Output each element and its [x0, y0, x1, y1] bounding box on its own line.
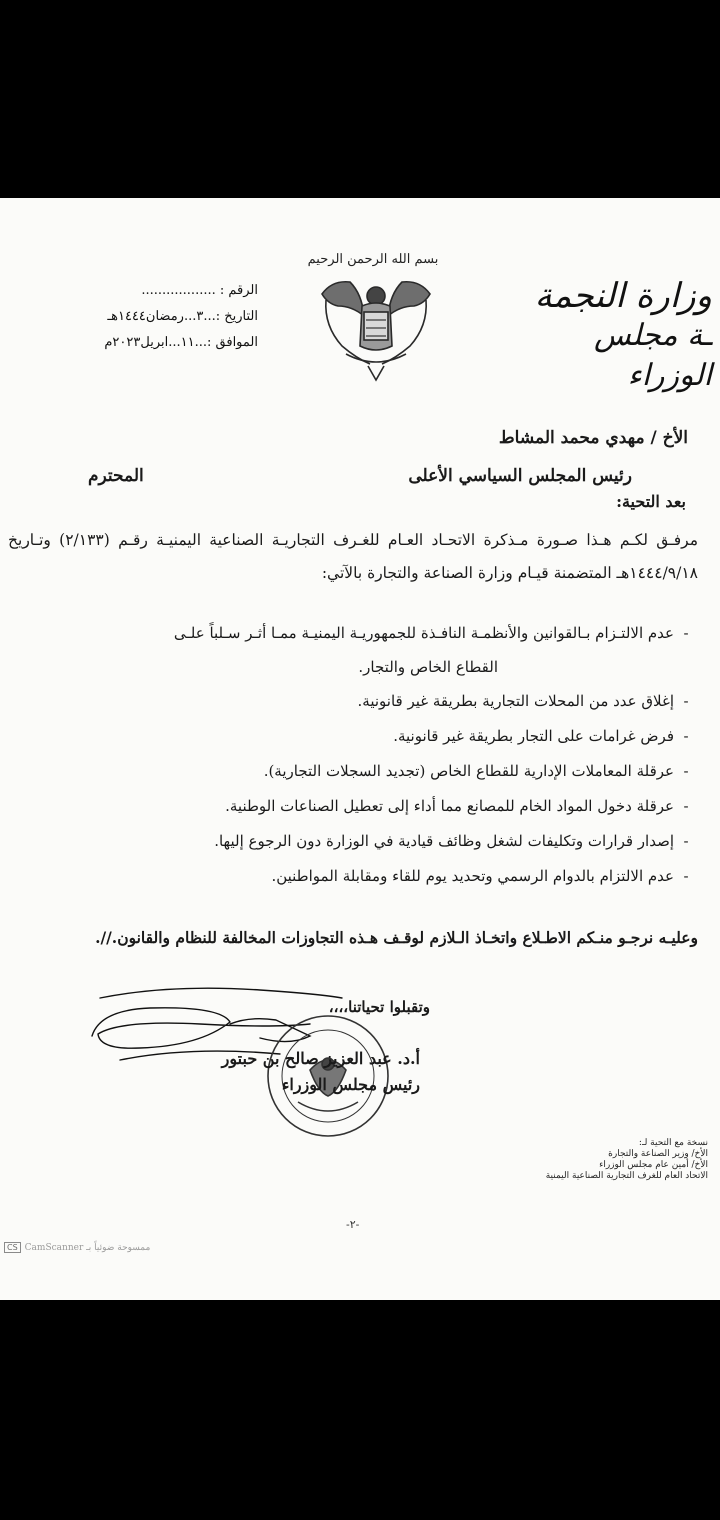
copy-recipient: الأخ/ أمين عام مجلس الوزراء — [599, 1160, 708, 1170]
ministry-line-2: ـة مجلس الوزراء — [593, 318, 712, 393]
copy-recipient: الأخ/ وزير الصناعة والتجارة — [608, 1149, 708, 1159]
page-number: -٢- — [346, 1218, 360, 1231]
list-dash: - — [683, 727, 689, 745]
respect-word: المحترم — [88, 466, 144, 486]
number-dots: .................. — [141, 283, 216, 298]
addressee-name: الأخ / مهدي محمد المشاط — [498, 428, 688, 448]
camscanner-watermark — [4, 1242, 150, 1253]
ministry-line-1: وزارة النجمة — [534, 276, 712, 316]
signatory-block — [222, 1046, 420, 1098]
date-row — [8, 304, 258, 330]
list-item — [8, 859, 698, 894]
letter-page — [0, 198, 720, 1300]
copy-recipient: الاتحاد العام للغرف التجارية الصناعية اليمنية — [545, 1171, 708, 1181]
addressee-title: رئيس المجلس السياسي الأعلى — [408, 466, 632, 486]
list-item-text: فرض غرامات على التجار بطريقة غير قانونية. — [393, 727, 674, 745]
yemen-eagle-emblem-icon — [302, 254, 450, 386]
list-item-text: عرقلة المعاملات الإدارية للقطاع الخاص (تجديد السجلات التجارية). — [263, 762, 674, 780]
list-dash: - — [683, 867, 689, 885]
list-item — [8, 824, 698, 859]
date-label: التاريخ — [224, 309, 258, 324]
list-item — [8, 789, 698, 824]
closing-paragraph: وعليـه نرجـو منـكم الاطـلاع واتخـاذ الـلازم لوقـف هـذه التجاوزات المخالفة للنظام والقانون.//. — [95, 928, 698, 947]
copies-list — [458, 1138, 708, 1182]
list-item-continuation: القطاع الخاص والتجار. — [358, 658, 498, 676]
list-item-text: إصدار قرارات وتكليفات لشغل وظائف قيادية في الوزارة دون الرجوع إليها. — [214, 832, 674, 850]
list-dash: - — [683, 797, 689, 815]
list-dash: - — [683, 624, 689, 642]
list-item — [8, 616, 698, 684]
ministry-header — [512, 276, 712, 396]
list-dash: - — [683, 692, 689, 710]
corresponding-value: :...١١...ابريل٢٠٢٣م — [104, 335, 212, 350]
thanks-line: وتقبلوا تحياتنا،،،، — [328, 998, 430, 1016]
list-item — [8, 754, 698, 789]
reference-block — [8, 278, 258, 356]
number-label: الرقم : — [219, 283, 258, 298]
greeting: بعد التحية: — [616, 492, 686, 511]
corresponding-label: الموافق — [215, 335, 258, 350]
list-item-text: عرقلة دخول المواد الخام للمصانع مما أداء إلى تعطيل الصناعات الوطنية. — [225, 797, 674, 815]
signatory-name: أ.د. عبد العزيز صالح بن حبتور — [221, 1049, 420, 1068]
list-item — [8, 719, 698, 754]
corresponding-row — [8, 330, 258, 356]
issues-list — [8, 616, 698, 894]
list-item-text: عدم الالتـزام بـالقوانين والأنظمـة النافـذة للجمهوريـة اليمنيـة ممـا أثـر سـلباً علـى — [173, 624, 674, 642]
date-value: :...٣...رمضان١٤٤٤هـ — [107, 309, 221, 324]
list-dash: - — [683, 832, 689, 850]
basmala: بسم الله الرحمن الرحيم — [307, 252, 439, 267]
watermark-text: CamScanner ممسوحة ضوئياً بـ — [24, 1242, 151, 1253]
copies-header: نسخة مع التحية لـ: — [638, 1138, 708, 1148]
top-black-bar — [0, 0, 720, 198]
number-row — [8, 278, 258, 304]
bottom-black-bar — [0, 1300, 720, 1520]
main-paragraph: مرفـق لكـم هـذا صـورة مـذكرة الاتحـاد العـام للغـرف التجاريـة الصناعية اليمنيـة رقـم (٢/١٣٣) وتـاريخ ١٤٤٤/٩/١٨هـ المتضمنة قيـام وزارة الصناعة والتجارة بالآتي: — [8, 531, 699, 582]
list-item-text: عدم الالتزام بالدوام الرسمي وتحديد يوم للقاء ومقابلة المواطنين. — [271, 867, 674, 885]
list-item — [8, 684, 698, 719]
camscanner-logo-icon: CS — [4, 1242, 21, 1253]
signatory-title: رئيس مجلس الوزراء — [281, 1075, 420, 1094]
list-item-text: إغلاق عدد من المحلات التجارية بطريقة غير قانونية. — [357, 692, 674, 710]
list-dash: - — [683, 762, 689, 780]
